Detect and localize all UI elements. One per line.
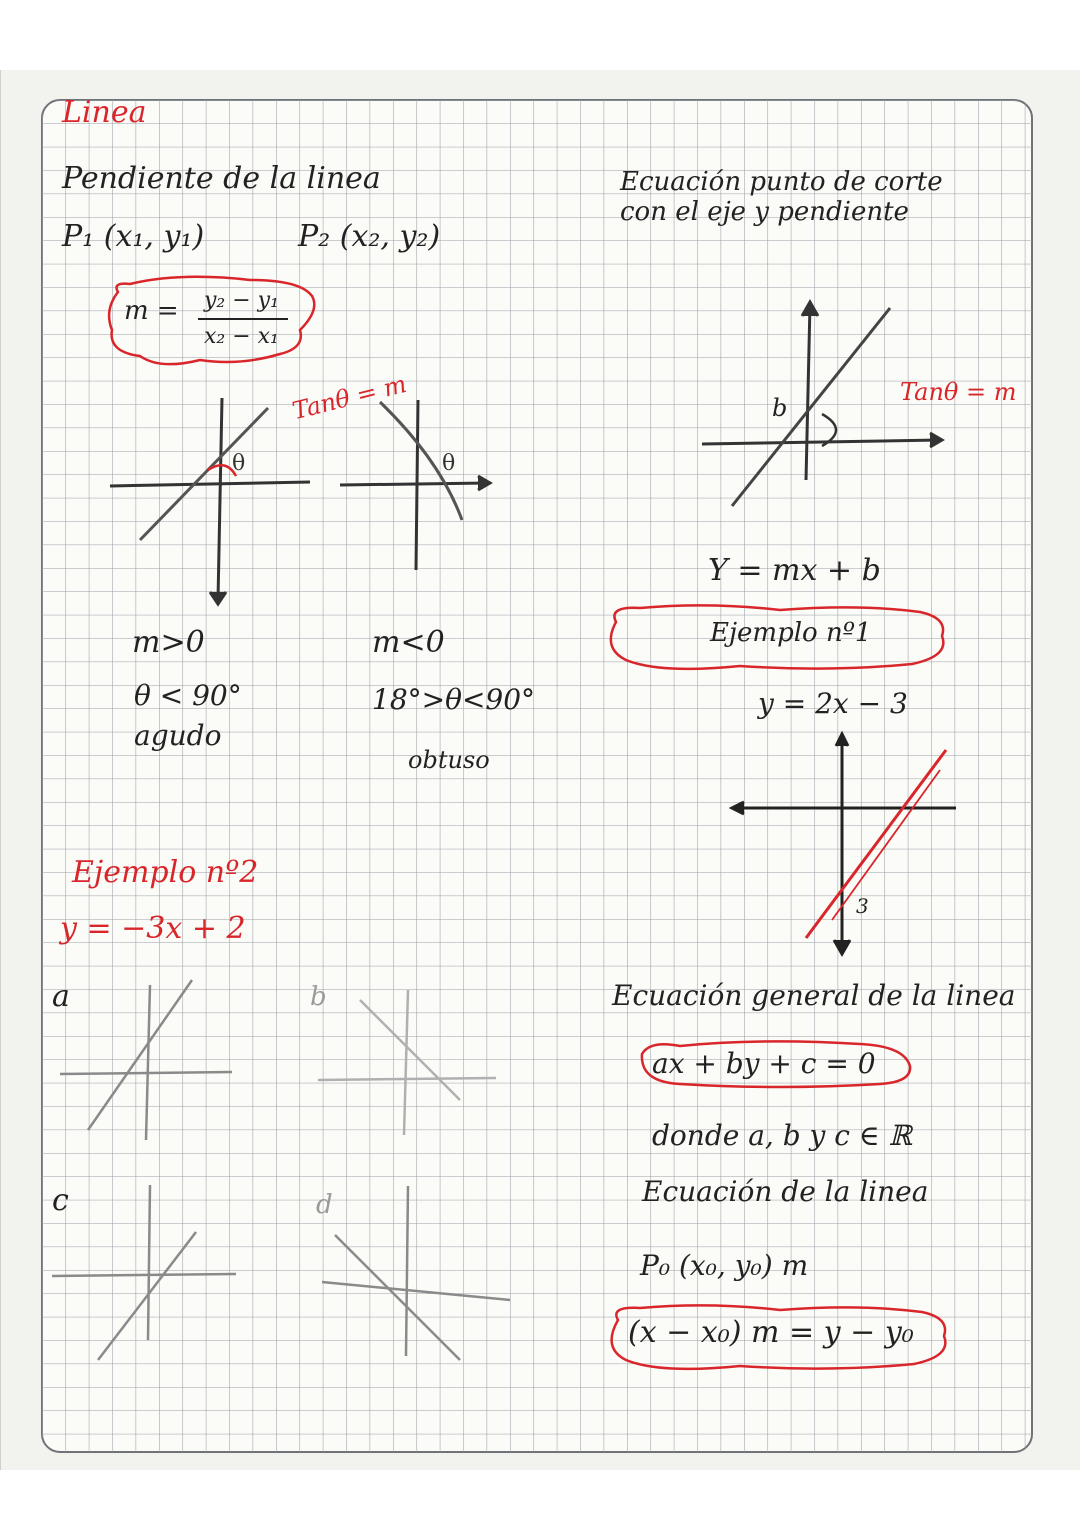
point-slope-given: P₀ (x₀, y₀) m [640, 1249, 809, 1282]
general-equation: ax + by + c = 0 [652, 1047, 876, 1080]
graph-positive-slope [110, 398, 310, 604]
option-b-label: b [310, 982, 327, 1012]
general-equation-heading: Ecuación general de la linea [612, 979, 1016, 1012]
fraction-bar [198, 318, 288, 320]
graph-option-c [52, 1185, 236, 1360]
example-1-title: Ejemplo nº1 [710, 618, 872, 648]
tan-label-right: Tanθ = m [900, 378, 1017, 406]
case-negative-type: obtuso [408, 746, 490, 774]
option-a-label: a [52, 979, 70, 1014]
case-positive-sign: m>0 [132, 625, 205, 660]
graph-negative-slope [340, 400, 490, 570]
slope-intercept-heading: Ecuación punto de corte con el eje y pendiente [620, 167, 943, 227]
example-1-equation: y = 2x − 3 [758, 687, 908, 720]
svg-text:θ: θ [442, 451, 456, 476]
point-slope-equation: (x − x₀) m = y − y₀ [628, 1315, 914, 1350]
page-title: Linea [62, 95, 147, 130]
option-d-label: d [316, 1190, 333, 1220]
slope-intercept-equation: Y = mx + b [708, 553, 881, 588]
graph-option-b [318, 990, 496, 1135]
slope-heading: Pendiente de la linea [62, 161, 381, 196]
graph-option-d [322, 1186, 510, 1360]
point-2: P₂ (x₂, y₂) [298, 219, 441, 254]
svg-text:θ: θ [232, 451, 246, 476]
formula-denominator: x₂ − x₁ [204, 324, 279, 349]
formula-numerator: y₂ − y₁ [204, 288, 279, 313]
case-negative-sign: m<0 [372, 625, 445, 660]
example-2-title: Ejemplo nº2 [72, 855, 259, 890]
general-equation-condition: donde a, b y c ∈ ℝ [652, 1119, 912, 1152]
example-1-intercept: 3 [856, 894, 869, 918]
graph-option-a [60, 980, 232, 1140]
tan-label-left: Tanθ = m [289, 369, 410, 426]
option-c-label: c [52, 1183, 69, 1218]
case-positive-type: agudo [134, 719, 222, 752]
graph-example-1 [732, 734, 956, 954]
formula-lhs: m = [124, 296, 179, 326]
case-positive-angle: θ < 90° [134, 679, 242, 712]
case-negative-angle: 18°>θ<90° [372, 683, 536, 716]
intercept-b-label: b [772, 394, 788, 422]
example-2-equation: y = −3x + 2 [60, 911, 246, 946]
point-slope-heading: Ecuación de la linea [642, 1175, 929, 1208]
point-1: P₁ (x₁, y₁) [62, 219, 205, 254]
